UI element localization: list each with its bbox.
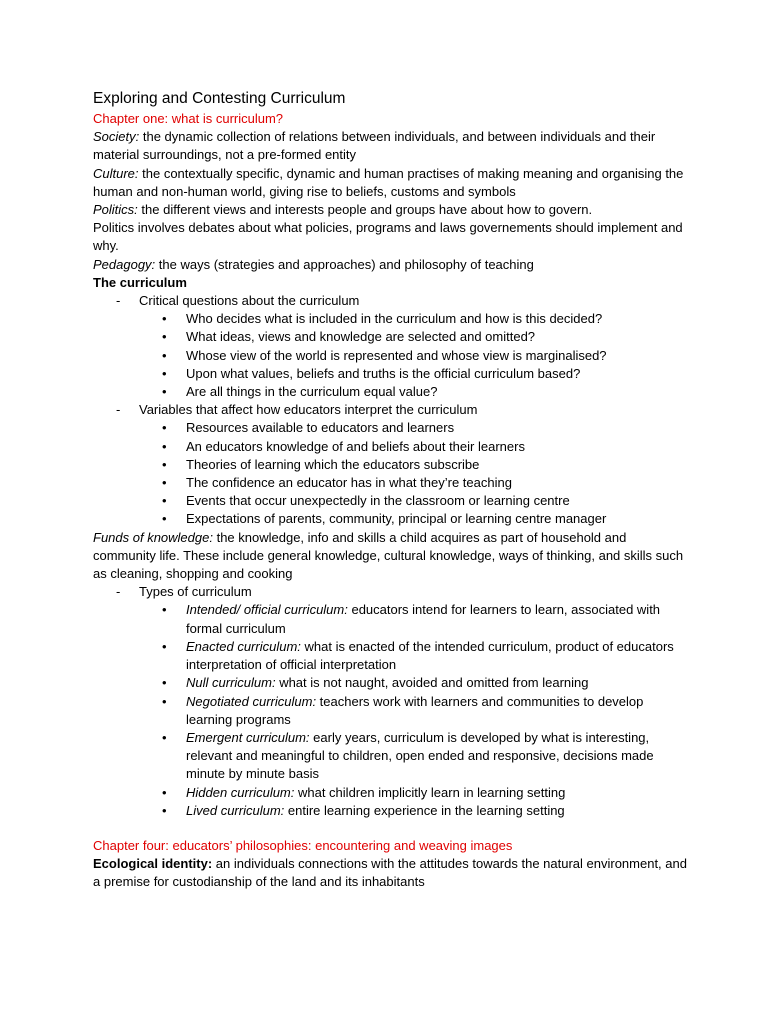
list-item-text: Whose view of the world is represented and whose view is marginalised? bbox=[186, 347, 607, 363]
chapter-four-heading: Chapter four: educators’ philosophies: encountering and weaving images bbox=[93, 837, 513, 853]
bullet-marker: • bbox=[162, 638, 167, 654]
list-item-text: An educators knowledge of and beliefs about their learners bbox=[186, 438, 525, 454]
curriculum-heading bbox=[93, 274, 688, 292]
curriculum-heading-text: The curriculum bbox=[93, 274, 187, 290]
list-item-text: Resources available to educators and learners bbox=[186, 420, 455, 436]
list-item bbox=[162, 438, 688, 456]
list-item bbox=[162, 601, 688, 637]
list-item-text: early years, curriculum is developed by what is interesting, relevant and meaningful to children, open ended and responsive, decisions made minute by minute basis bbox=[186, 729, 654, 782]
variables-label bbox=[93, 401, 688, 419]
list-item bbox=[162, 729, 688, 784]
list-item bbox=[162, 310, 688, 328]
list-item-term: Null curriculum: bbox=[186, 675, 276, 691]
definition-text: an individuals connections with the attitudes towards the natural environment, and a premise for custodianship of the land and its inhabitants bbox=[93, 856, 687, 890]
bullet-marker: • bbox=[162, 493, 167, 509]
list-item bbox=[162, 492, 688, 510]
bullet-marker: • bbox=[162, 347, 167, 363]
bullet-marker: • bbox=[162, 802, 167, 818]
list-item bbox=[162, 638, 688, 674]
definition-politics bbox=[93, 201, 688, 219]
definition-text: the contextually specific, dynamic and human practises of making meaning and organising the human and non-human world, giving rise to beliefs, customs and symbols bbox=[93, 165, 684, 199]
list-item-text: Who decides what is included in the curriculum and how is this decided? bbox=[186, 311, 603, 327]
list-item-term: Enacted curriculum: bbox=[186, 638, 301, 654]
list-label: Critical questions about the curriculum bbox=[139, 293, 360, 309]
bullet-marker: • bbox=[162, 475, 167, 491]
bullet-marker: • bbox=[162, 675, 167, 691]
list-item-term: Negotiated curriculum: bbox=[186, 693, 317, 709]
list-item-text: The confidence an educator has in what they’re teaching bbox=[186, 475, 512, 491]
list-item bbox=[162, 693, 688, 729]
bullet-marker: • bbox=[162, 602, 167, 618]
list-item-text: Expectations of parents, community, principal or learning centre manager bbox=[186, 511, 607, 527]
dash-marker: - bbox=[116, 584, 121, 600]
list-item-term: Intended/ official curriculum: bbox=[186, 602, 348, 618]
definition-term: Funds of knowledge: bbox=[93, 529, 213, 545]
list-item-text: Events that occur unexpectedly in the classroom or learning centre bbox=[186, 493, 570, 509]
list-item bbox=[162, 474, 688, 492]
variables-list bbox=[93, 419, 688, 528]
list-item-text: Theories of learning which the educators subscribe bbox=[186, 456, 480, 472]
list-item-text: what children implicitly learn in learning setting bbox=[294, 784, 566, 800]
types-label bbox=[93, 583, 688, 601]
list-label: Types of curriculum bbox=[139, 584, 252, 600]
definition-term: Pedagogy: bbox=[93, 256, 156, 272]
critical-questions-list bbox=[93, 310, 688, 401]
bullet-marker: • bbox=[162, 384, 167, 400]
list-item-text: entire learning experience in the learning setting bbox=[284, 802, 565, 818]
list-item bbox=[162, 328, 688, 346]
list-item bbox=[162, 510, 688, 528]
definition-term: Politics: bbox=[93, 202, 138, 218]
list-item bbox=[162, 383, 688, 401]
types-list bbox=[93, 601, 688, 819]
dash-marker: - bbox=[116, 293, 121, 309]
list-item-text: what is enacted of the intended curriculum, product of educators interpretation of official interpretation bbox=[186, 638, 674, 673]
list-item bbox=[162, 456, 688, 474]
definition-ecological-identity bbox=[93, 855, 688, 891]
list-item bbox=[162, 365, 688, 383]
list-item-text: Are all things in the curriculum equal value? bbox=[186, 384, 438, 400]
list-item-text: educators intend for learners to learn, associated with formal curriculum bbox=[186, 602, 661, 636]
bullet-marker: • bbox=[162, 729, 167, 745]
bullet-marker: • bbox=[162, 311, 167, 327]
definition-pedagogy bbox=[93, 256, 688, 274]
definition-text: the dynamic collection of relations between individuals, and between individuals and their material surroundings, not a pre-formed entity bbox=[93, 129, 656, 163]
definition-text: the ways (strategies and approaches) and philosophy of teaching bbox=[155, 256, 534, 272]
bullet-marker: • bbox=[162, 438, 167, 454]
list-item bbox=[162, 674, 688, 692]
definition-text: the knowledge, info and skills a child acquires as part of household and community life. These include general knowledge, cultural knowledge, ways of thinking, and skills such as cleaning, shopping and cooking bbox=[93, 529, 684, 582]
definition-text: the different views and interests people and groups have about how to govern. bbox=[137, 202, 593, 218]
definition-funds-of-knowledge bbox=[93, 529, 688, 584]
section-gap bbox=[93, 820, 688, 837]
bullet-marker: • bbox=[162, 456, 167, 472]
list-item bbox=[162, 784, 688, 802]
document-title: Exploring and Contesting Curriculum bbox=[93, 90, 346, 107]
definition-society bbox=[93, 128, 688, 164]
definition-term: Society: bbox=[93, 129, 140, 145]
dash-marker: - bbox=[116, 402, 121, 418]
list-item bbox=[162, 419, 688, 437]
list-label: Variables that affect how educators interpret the curriculum bbox=[139, 402, 478, 418]
list-item-text: What ideas, views and knowledge are selected and omitted? bbox=[186, 329, 536, 345]
definition-culture bbox=[93, 165, 688, 201]
definition-term: Culture: bbox=[93, 165, 139, 181]
bullet-marker: • bbox=[162, 329, 167, 345]
list-item-text: what is not naught, avoided and omitted from learning bbox=[275, 675, 589, 691]
bullet-marker: • bbox=[162, 693, 167, 709]
list-item-text: Upon what values, beliefs and truths is the official curriculum based? bbox=[186, 365, 581, 381]
list-item-text: teachers work with learners and communities to develop learning programs bbox=[186, 693, 644, 727]
bullet-marker: • bbox=[162, 784, 167, 800]
list-item-term: Hidden curriculum: bbox=[186, 784, 295, 800]
politics-extra: Politics involves debates about what policies, programs and laws governements should implement and why. bbox=[93, 220, 683, 254]
bullet-marker: • bbox=[162, 420, 167, 436]
definition-term: Ecological identity: bbox=[93, 856, 213, 872]
list-item-term: Emergent curriculum: bbox=[186, 729, 310, 745]
critical-questions-label bbox=[93, 292, 688, 310]
bullet-marker: • bbox=[162, 365, 167, 381]
list-item bbox=[162, 802, 688, 820]
chapter-one-heading: Chapter one: what is curriculum? bbox=[93, 111, 284, 126]
list-item-term: Lived curriculum: bbox=[186, 802, 285, 818]
bullet-marker: • bbox=[162, 511, 167, 527]
list-item bbox=[162, 347, 688, 365]
